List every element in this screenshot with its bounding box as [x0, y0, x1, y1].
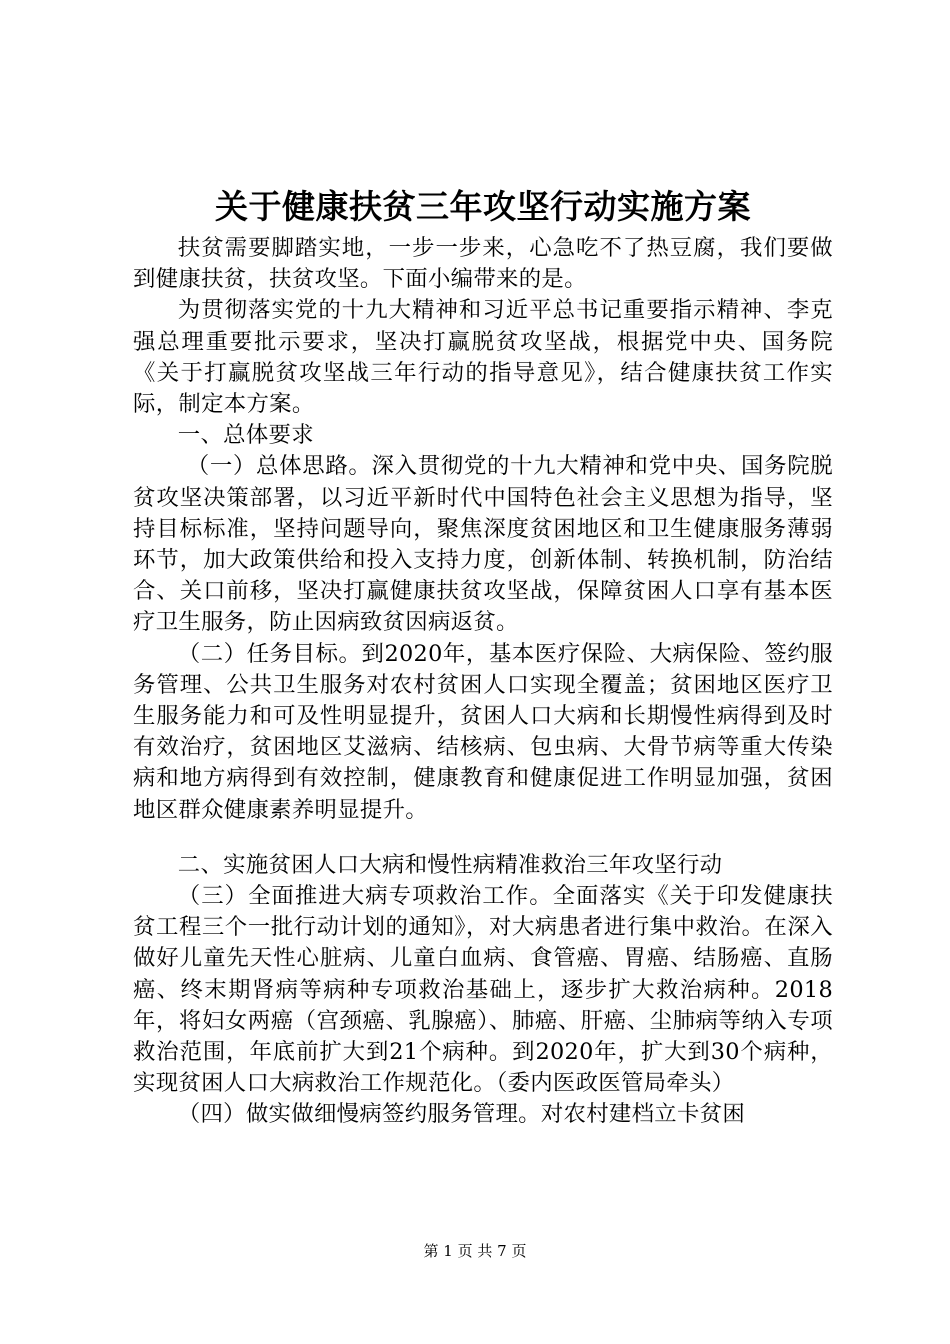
item-3-paragraph: （三）全面推进大病专项救治工作。全面落实《关于印发健康扶贫工程三个一批行动计划的通知》，对大病患者进行集中救治。在深入做好儿童先天性心脏病、儿童白血病、食管癌、胃癌、结肠癌、直肠癌、终末期肾病等病种专项救治基础上，逐步扩大救治病种。2018年，将妇女两癌（宫颈癌、乳腺癌）、肺癌、肝癌、尘肺病等纳入专项救治范围，年底前扩大到21个病种。到2020年，扩大到30个病种，实现贫困人口大病救治工作规范化。（委内医政医管局牵头）	[133, 883, 833, 1097]
item-2-paragraph: （二）任务目标。到2020年，基本医疗保险、大病保险、签约服务管理、公共卫生服务对农村贫困人口实现全覆盖；贫困地区医疗卫生服务能力和可及性明显提升，贫困人口大病和长期慢性病得到及时有效治疗，贫困地区艾滋病、结核病、包虫病、大骨节病等重大传染病和地方病得到有效控制，健康教育和健康促进工作明显加强，贫困地区群众健康素养明显提升。	[133, 640, 833, 823]
document-page	[133, 183, 833, 1131]
page-footer: 第 1 页 共 7 页	[423, 1242, 527, 1260]
preamble-paragraph: 为贯彻落实党的十九大精神和习近平总书记重要指示精神、李克强总理重要批示要求，坚决打赢脱贫攻坚战，根据党中央、国务院《关于打赢脱贫攻坚战三年行动的指导意见》，结合健康扶贫工作实际，制定本方案。	[133, 297, 833, 418]
intro-paragraph: 扶贫需要脚踏实地，一步一步来，心急吃不了热豆腐，我们要做到健康扶贫，扶贫攻坚。下面小编带来的是。	[133, 235, 833, 293]
item-4-paragraph: （四）做实做细慢病签约服务管理。对农村建档立卡贫困	[177, 1101, 746, 1128]
document-title: 关于健康扶贫三年攻坚行动实施方案	[215, 187, 751, 226]
item-1-paragraph: （一）总体思路。深入贯彻党的十九大精神和党中央、国务院脱贫攻坚决策部署，以习近平新时代中国特色社会主义思想为指导，坚持目标标准，坚持问题导向，聚焦深度贫困地区和卫生健康服务薄弱环节，加大政策供给和投入支持力度，创新体制、转换机制，防治结合、关口前移，坚决打赢健康扶贫攻坚战，保障贫困人口享有基本医疗卫生服务，防止因病致贫因病返贫。	[133, 453, 833, 636]
section-gap	[133, 826, 833, 850]
section-heading-1: 一、总体要求	[177, 422, 314, 449]
section-heading-2: 二、实施贫困人口大病和慢性病精准救治三年攻坚行动	[177, 851, 723, 878]
